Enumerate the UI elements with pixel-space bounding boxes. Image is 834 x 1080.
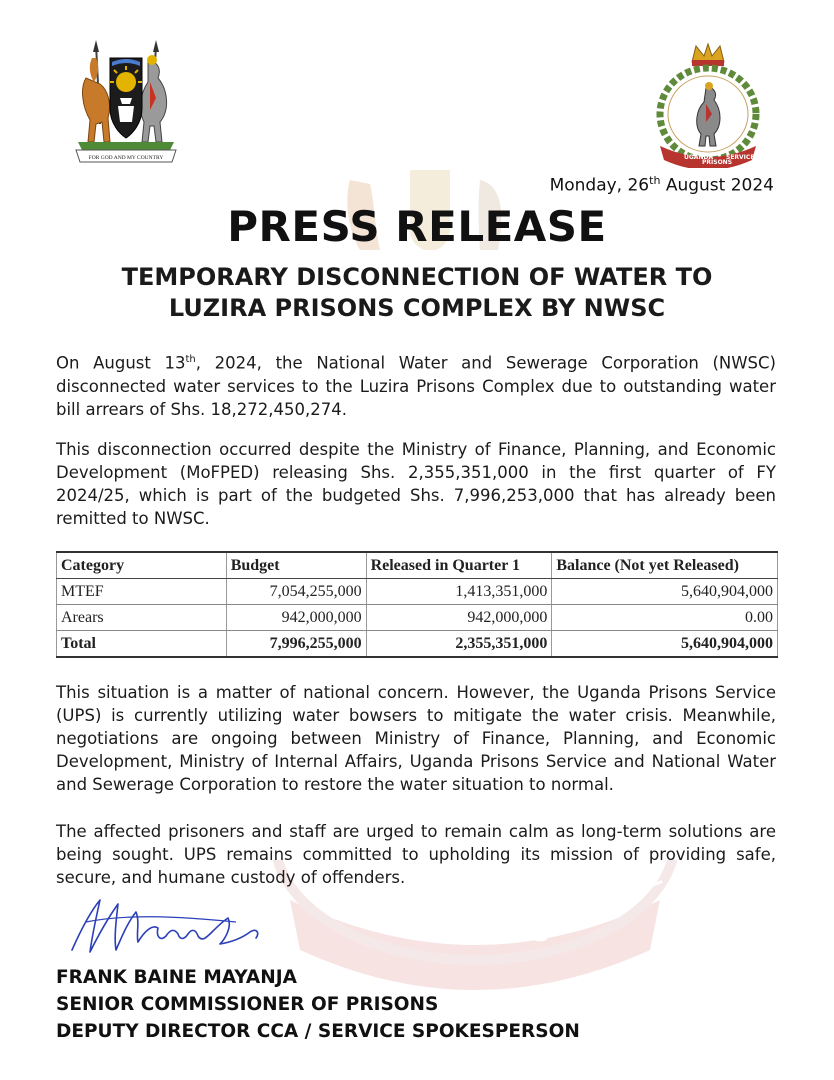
table-row: [57, 579, 778, 605]
paragraph-appeal: The affected prisoners and staff are urged to remain calm as long-term solutions are being sought. UPS remains committed to upholding its mission of providing safe, secure, and humane custody of offenders.: [56, 822, 776, 887]
table-header-cell: Budget: [226, 552, 366, 579]
subtitle-line-1: TEMPORARY DISCONNECTION OF WATER TO: [121, 263, 713, 291]
prisons-service-badge-icon: [648, 40, 768, 168]
signatory-role: DEPUTY DIRECTOR CCA / SERVICE SPOKESPERSON: [56, 1021, 580, 1042]
table-cell: 5,640,904,000: [552, 579, 778, 605]
paragraph-funding: This disconnection occurred despite the Ministry of Finance, Planning, and Economic Development (MoFPED) releasing Shs. 2,355,351,000 in the first quarter of FY 2024/25, which is part of the budgeted Shs. 7,996,253,000 that has already been remitted to NWSC.: [56, 440, 776, 528]
paragraph-disconnection: On August 13th, 2024, the National Water and Sewerage Corporation (NWSC) disconnected water services to the Luzira Prisons Complex due to outstanding water bill arrears of Shs. 18,272,450,274.: [56, 353, 776, 419]
table-header-cell: Balance (Not yet Released): [552, 552, 778, 579]
table-header-cell: Category: [57, 552, 227, 579]
svg-text:FOR GOD AND MY COUNTRY: FOR GOD AND MY COUNTRY: [88, 155, 164, 161]
release-date: Monday, 26th August 2024: [549, 174, 774, 196]
table-cell: 7,054,255,000: [226, 579, 366, 605]
svg-text:PRISONS: PRISONS: [702, 159, 733, 166]
signatory-name: FRANK BAINE MAYANJA: [56, 967, 297, 988]
table-cell: 7,996,255,000: [226, 631, 366, 658]
table-row: [57, 605, 778, 631]
page-title: PRESS RELEASE: [227, 202, 607, 251]
signatory-rank: SENIOR COMMISSIONER OF PRISONS: [56, 994, 439, 1015]
uganda-coat-of-arms-icon: [70, 38, 182, 164]
table-header-row: [57, 552, 778, 579]
table-cell: 1,413,351,000: [366, 579, 552, 605]
release-subtitle: [0, 262, 834, 324]
table-cell: 2,355,351,000: [366, 631, 552, 658]
table-cell: Total: [57, 631, 227, 658]
table-cell: 942,000,000: [226, 605, 366, 631]
budget-table: [56, 551, 778, 658]
handwritten-signature: [66, 892, 286, 962]
table-total-row: [57, 631, 778, 658]
paragraph-national-concern: This situation is a matter of national concern. However, the Uganda Prisons Service (UPS) is currently utilizing water bowsers to mitigate the water crisis. Meanwhile, negotiations are ongoing between Ministry of Finance, Planning, and Economic Development, Ministry of Internal Affairs, Uganda Prisons Service and National Water and Sewerage Corporation to restore the water situation to normal.: [56, 683, 776, 794]
table-cell: 942,000,000: [366, 605, 552, 631]
table-header-cell: Released in Quarter 1: [366, 552, 552, 579]
watermark-text: PRISONS: [420, 918, 551, 948]
table-cell: 5,640,904,000: [552, 631, 778, 658]
svg-text:UGANDA: UGANDA: [684, 154, 714, 161]
watermark-text-2: SERVICE: [568, 864, 666, 920]
table-cell: Arears: [57, 605, 227, 631]
table-cell: 0.00: [552, 605, 778, 631]
table-cell: MTEF: [57, 579, 227, 605]
signatory-block: [56, 964, 580, 1045]
subtitle-line-2: LUZIRA PRISONS COMPLEX BY NWSC: [168, 294, 666, 322]
svg-text:SERVICE: SERVICE: [726, 154, 755, 161]
